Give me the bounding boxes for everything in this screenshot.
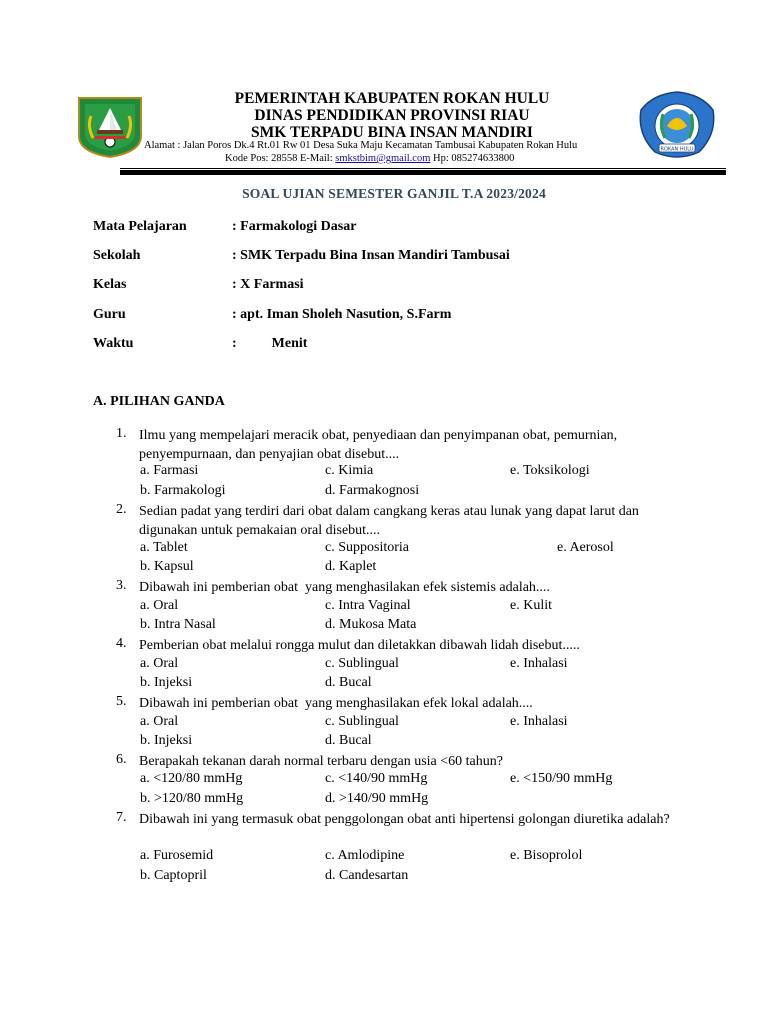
info-value-teacher: : apt. Iman Sholeh Nasution, S.Farm	[232, 307, 452, 322]
option-a: a. Oral	[140, 656, 179, 671]
option-d: d. Bucal	[325, 733, 372, 748]
info-value-subject: : Farmakologi Dasar	[232, 219, 357, 234]
question-number: 1.	[116, 426, 127, 441]
header-divider-thick	[120, 170, 726, 175]
option-a: a. Oral	[140, 714, 179, 729]
option-d: d. Mukosa Mata	[325, 617, 417, 632]
option-b: b. >120/80 mmHg	[140, 791, 244, 806]
option-c: c. Sublingual	[325, 714, 399, 729]
email-link[interactable]: smkstbim@gmail.com	[335, 153, 431, 164]
info-value-school: : SMK Terpadu Bina Insan Mandiri Tambusai	[232, 248, 510, 263]
question-number: 2.	[116, 502, 127, 517]
option-e: e. Inhalasi	[510, 714, 568, 729]
header-divider-thin	[120, 168, 726, 169]
option-c: c. Amlodipine	[325, 848, 405, 863]
question-text: Berapakah tekanan darah normal terbaru dengan usia <60 tahun?	[139, 754, 503, 769]
info-label-class: Kelas	[93, 277, 127, 292]
question-text: Pemberian obat melalui rongga mulut dan diletakkan dibawah lidah disebut.....	[139, 638, 580, 653]
info-label-teacher: Guru	[93, 307, 126, 322]
option-e: e. Bisoprolol	[510, 848, 583, 863]
question-number: 3.	[116, 578, 127, 593]
option-b: b. Captopril	[140, 868, 207, 883]
option-d: d. >140/90 mmHg	[325, 791, 429, 806]
info-label-school: Sekolah	[93, 248, 141, 263]
option-b: b. Intra Nasal	[140, 617, 216, 632]
option-c: c. Sublingual	[325, 656, 399, 671]
option-c: c. <140/90 mmHg	[325, 771, 428, 786]
header-government: PEMERINTAH KABUPATEN ROKAN HULU	[234, 90, 550, 107]
option-a: a. Oral	[140, 598, 179, 613]
option-e: e. <150/90 mmHg	[510, 771, 613, 786]
option-c: c. Suppositoria	[325, 540, 409, 555]
option-e: e. Toksikologi	[510, 463, 590, 478]
question-text: Sedian padat yang terdiri dari obat dalam cangkang keras atau lunak yang dapat larut dan digunakan untuk pemakaian oral disebut....	[139, 504, 639, 538]
exam-title: SOAL UJIAN SEMESTER GANJIL T.A 2023/2024	[242, 186, 546, 201]
option-b: b. Kapsul	[140, 559, 194, 574]
right-logo-text: ROKAN HULU	[660, 146, 694, 153]
question-text: Ilmu yang mempelajari meracik obat, penyediaan dan penyimpanan obat, pemurnian, penyempurnaan, dan penyajian obat disebut....	[139, 428, 618, 462]
question-text: Dibawah ini pemberian obat yang menghasilakan efek sistemis adalah....	[139, 580, 550, 595]
question-number: 5.	[116, 694, 127, 709]
info-label-time: Waktu	[93, 336, 134, 351]
option-e: e. Aerosol	[557, 540, 614, 555]
question-text: Dibawah ini pemberian obat yang menghasilakan efek lokal adalah....	[139, 696, 533, 711]
option-d: d. Candesartan	[325, 868, 409, 883]
header-kode-pos: Kode Pos: 28558 E-Mail:	[225, 153, 336, 164]
header-contact	[225, 153, 514, 164]
option-a: a. Furosemid	[140, 848, 214, 863]
info-label-subject: Mata Pelajaran	[93, 219, 187, 234]
option-d: d. Kaplet	[325, 559, 377, 574]
question-number: 6.	[116, 752, 127, 767]
header-school: SMK TERPADU BINA INSAN MANDIRI	[251, 124, 533, 141]
option-a: a. Tablet	[140, 540, 188, 555]
header-department: DINAS PENDIDIKAN PROVINSI RIAU	[254, 107, 530, 124]
question-number: 4.	[116, 636, 127, 651]
option-b: b. Injeksi	[140, 675, 193, 690]
header-address: Alamat : Jalan Poros Dk.4 Rt.01 Rw 01 Desa Suka Maju Kecamatan Tambusai Kabupaten Rokan Hulu	[144, 140, 578, 151]
option-c: c. Intra Vaginal	[325, 598, 411, 613]
question-number: 7.	[116, 810, 127, 825]
option-e: e. Inhalasi	[510, 656, 568, 671]
option-a: a. Farmasi	[140, 463, 199, 478]
option-e: e. Kulit	[510, 598, 552, 613]
question-text: Dibawah ini yang termasuk obat penggolongan obat anti hipertensi golongan diuretika adalah?	[139, 812, 670, 827]
info-value-time: : Menit	[232, 336, 308, 351]
option-d: d. Bucal	[325, 675, 372, 690]
option-d: d. Farmakognosi	[325, 483, 420, 498]
info-value-class: : X Farmasi	[232, 277, 304, 292]
header-phone: Hp: 085274633800	[430, 153, 515, 164]
section-title: A. PILIHAN GANDA	[93, 394, 225, 409]
option-c: c. Kimia	[325, 463, 374, 478]
option-a: a. <120/80 mmHg	[140, 771, 243, 786]
option-b: b. Injeksi	[140, 733, 193, 748]
option-b: b. Farmakologi	[140, 483, 226, 498]
